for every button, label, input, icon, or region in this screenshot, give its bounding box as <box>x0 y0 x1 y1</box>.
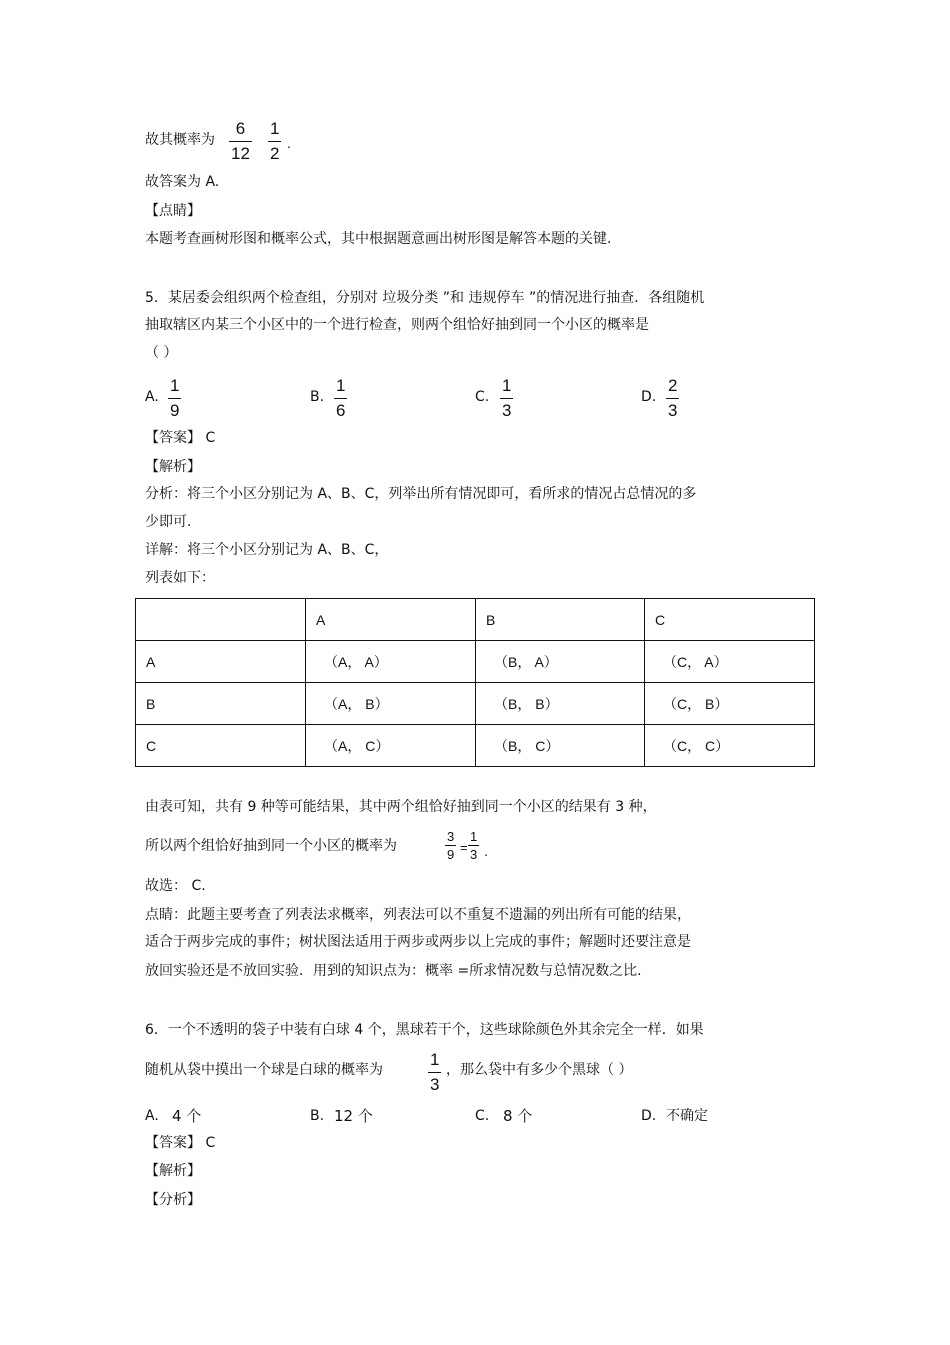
fraction-denominator: 9 <box>447 847 455 862</box>
q6-stem-line2-suffix: ，那么袋中有多少个黑球（ ） <box>446 1062 633 1078</box>
fraction-bar <box>445 845 456 846</box>
q5-option-b-fraction <box>334 375 347 422</box>
fraction-numerator: 1 <box>430 1050 440 1069</box>
fraction-bar <box>229 141 252 142</box>
fraction-1-2 <box>268 118 281 165</box>
q5-option-a-fraction <box>168 375 181 422</box>
table-header-cell: C <box>645 599 815 641</box>
fraction-bar <box>468 845 479 846</box>
fraction-bar <box>334 398 347 399</box>
table-header-row <box>136 599 815 641</box>
q5-option-d-fraction <box>666 375 679 422</box>
fraction-denominator: 3 <box>668 401 678 420</box>
q5-option-c-label: C. <box>475 389 490 405</box>
q5-dianjing-line2: 适合于两步完成的事件；树状图法适用于两步或两步以上完成的事件；解题时还要注意是 <box>145 934 691 950</box>
table-cell: （A， C） <box>306 725 476 767</box>
fraction-bar <box>666 398 679 399</box>
q5-stem-line2: 抽取辖区内某三个小区中的一个进行检查，则两个组恰好抽到同一个小区的概率是 <box>145 317 649 333</box>
table-cell: （A， A） <box>306 641 476 683</box>
q6-option-a-label: A. <box>145 1108 159 1124</box>
fraction-denominator: 12 <box>231 144 250 163</box>
fraction-bar <box>500 398 513 399</box>
table-row <box>136 725 815 767</box>
q6-option-c-label: C. <box>475 1108 490 1124</box>
q5-fenxi-line2: 少即可. <box>145 514 192 530</box>
q5-stem-line1: 5．某居委会组织两个检查组，分别对 垃圾分类 ”和 违规停车 ”的情况进行抽查．各组随机 <box>145 290 705 306</box>
fraction-numerator: 6 <box>235 119 246 138</box>
prob-prefix: 故其概率为 <box>145 132 215 148</box>
table-cell: （A， B） <box>306 683 476 725</box>
table-row-header: C <box>136 725 306 767</box>
q5-xiangjie: 详解：将三个小区分别记为 A、B、C， <box>145 542 389 558</box>
fraction-numerator: 1 <box>270 119 280 138</box>
dianjing-label: 【点睛】 <box>145 203 201 219</box>
q6-jiexi-label: 【解析】 <box>145 1163 201 1179</box>
q6-fraction-1-3 <box>428 1049 441 1096</box>
outcome-table <box>135 598 815 767</box>
table-row <box>136 641 815 683</box>
q6-option-a-text: 4 个 <box>172 1107 202 1125</box>
fraction-numerator: 1 <box>502 376 512 395</box>
q5-option-a-label: A. <box>145 389 159 405</box>
q5-option-c-fraction <box>500 375 513 422</box>
q5-guxuan: 故选： C. <box>145 878 206 894</box>
q5-option-d-label: D. <box>641 389 657 405</box>
fraction-numerator: 2 <box>668 376 678 395</box>
q5-paren: （ ） <box>145 345 178 361</box>
table-cell: （C， B） <box>645 683 815 725</box>
period: . <box>484 843 488 859</box>
fraction-numerator: 1 <box>336 376 346 395</box>
q5-dianjing-line3: 放回实验还是不放回实验．用到的知识点为：概率 =所求情况数与总情况数之比. <box>145 963 642 979</box>
table-row <box>136 683 815 725</box>
fraction-numerator: 1 <box>170 376 180 395</box>
fraction-6-12 <box>229 118 252 165</box>
q5-fenxi-line1: 分析：将三个小区分别记为 A、B、C，列举出所有情况即可，看所求的情况占总情况的多 <box>145 486 697 502</box>
fraction-bar <box>168 398 181 399</box>
q6-option-c-text: 8 个 <box>503 1107 533 1125</box>
fraction-numerator: 3 <box>447 829 455 844</box>
q5-prob-prefix: 所以两个组恰好抽到同一个小区的概率为 <box>145 838 397 854</box>
fraction-denominator: 6 <box>336 401 346 420</box>
fraction-denominator: 3 <box>470 847 478 862</box>
fraction-denominator: 3 <box>430 1075 440 1094</box>
fraction-3-9 <box>445 829 456 862</box>
q5-answer: 【答案】 C <box>145 430 216 446</box>
period: . <box>287 135 291 151</box>
q6-option-d-label: D. <box>641 1108 657 1124</box>
q6-option-b-label: B. <box>310 1108 325 1124</box>
q6-fenxi-label: 【分析】 <box>145 1192 201 1208</box>
q6-stem-line2-prefix: 随机从袋中摸出一个球是白球的概率为 <box>145 1062 383 1078</box>
answer-line: 故答案为 A. <box>145 174 220 190</box>
table-row-header: B <box>136 683 306 725</box>
table-cell: （B， B） <box>476 683 645 725</box>
table-header-cell: B <box>476 599 645 641</box>
table-row-header: A <box>136 641 306 683</box>
table-cell: （B， C） <box>476 725 645 767</box>
fraction-1-3 <box>468 829 479 862</box>
q6-option-b-text: 12 个 <box>334 1107 373 1125</box>
q5-result-line: 由表可知，共有 9 种等可能结果，其中两个组恰好抽到同一个小区的结果有 3 种， <box>145 799 657 815</box>
fraction-bar <box>268 141 281 142</box>
fraction-denominator: 3 <box>502 401 512 420</box>
q5-dianjing-line1: 点睛：此题主要考查了列表法求概率，列表法可以不重复不遗漏的列出所有可能的结果， <box>145 907 691 923</box>
fraction-denominator: 2 <box>270 144 280 163</box>
fraction-denominator: 9 <box>170 401 180 420</box>
q5-jiexi-label: 【解析】 <box>145 459 201 475</box>
q6-stem-line1: 6．一个不透明的袋子中装有白球 4 个，黑球若干个，这些球除颜色外其余完全一样．如果 <box>145 1022 704 1038</box>
table-cell: （B， A） <box>476 641 645 683</box>
table-header-cell: A <box>306 599 476 641</box>
q6-option-d-text: 不确定 <box>666 1108 708 1124</box>
fraction-numerator: 1 <box>470 829 478 844</box>
table-cell: （C， A） <box>645 641 815 683</box>
q5-liebiao: 列表如下： <box>145 570 215 586</box>
q6-answer: 【答案】 C <box>145 1135 216 1151</box>
table-cell: （C， C） <box>645 725 815 767</box>
dianjing-text: 本题考查画树形图和概率公式，其中根据题意画出树形图是解答本题的关键. <box>145 231 612 247</box>
q5-option-b-label: B. <box>310 389 325 405</box>
equals-sign: = <box>460 840 468 855</box>
fraction-bar <box>428 1072 441 1073</box>
table-header-cell <box>136 599 306 641</box>
